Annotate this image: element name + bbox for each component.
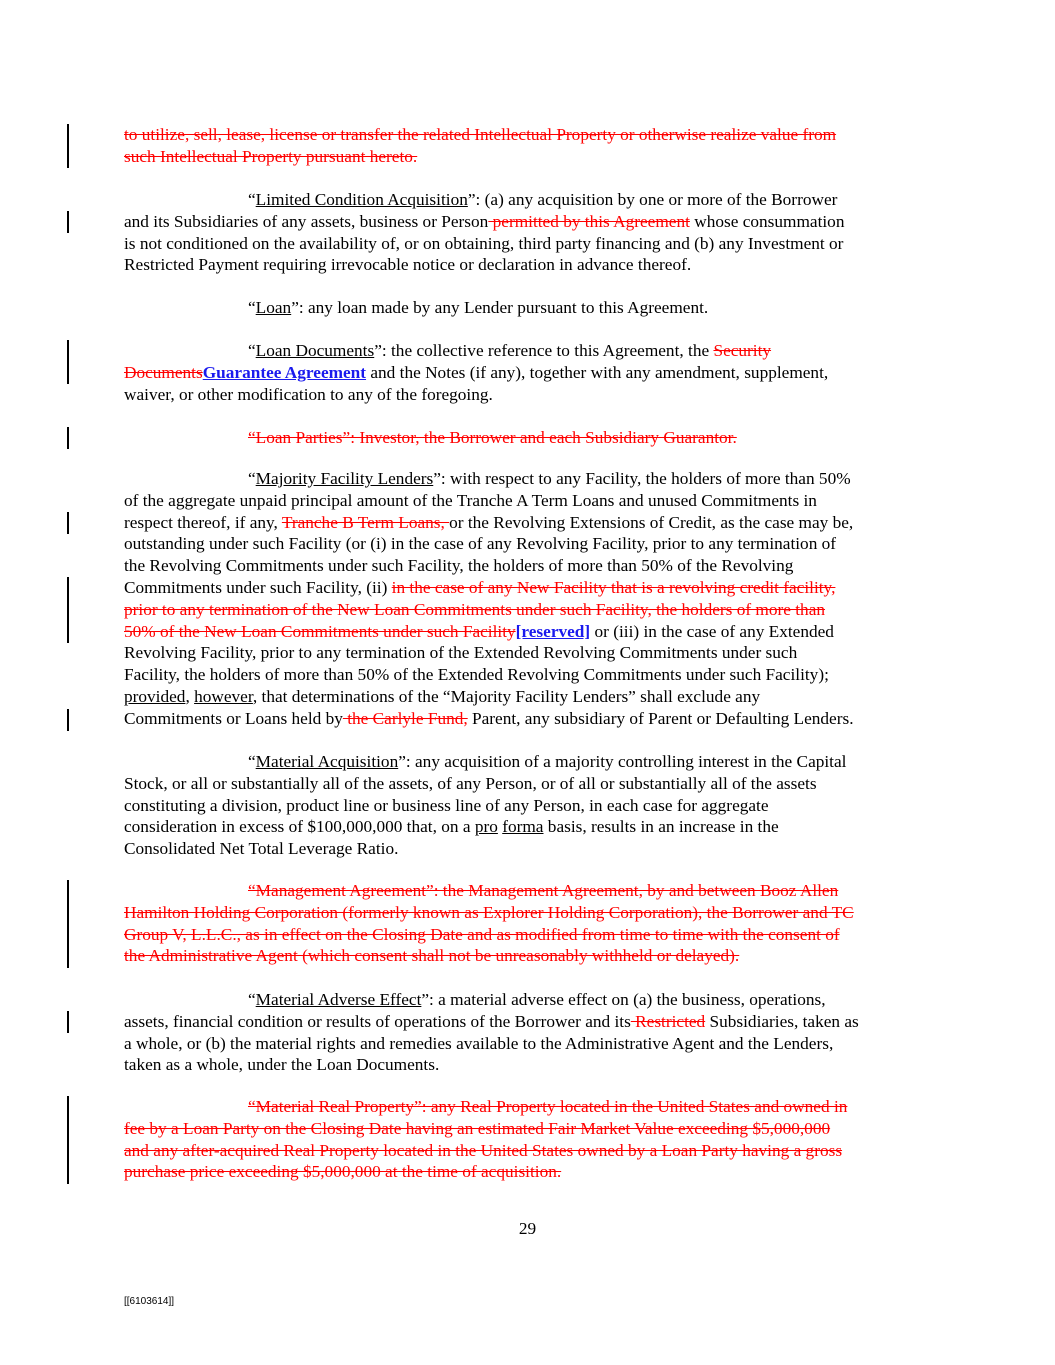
deleted-text: in the case of any New Facility that is a revolving credit facility, [391,577,836,597]
quote-mark: “ [248,752,256,771]
definition-text: and its Subsidiaries of any assets, business or Person [124,211,489,231]
definition-text: assets, financial condition or results of operations of the Borrower and its [124,1011,631,1031]
revision-bar [67,427,69,449]
emphasis-term: however [194,686,253,706]
deleted-text: fee by a Loan Party on the Closing Date having an estimated Fair Market Value exceeding $5,000,000 [124,1118,831,1138]
revision-bar [67,1011,69,1033]
definition-text: constituting a division, product line or business line of any Person, in each case for aggregate [124,795,769,815]
definition-text: Commitments under such Facility, (ii) [124,577,392,597]
definition-text: Facility, the holders of more than 50% of the Extended Revolving Commitments under such Facility); [124,665,829,685]
deleted-text: to utilize, sell, lease, license or transfer the related Intellectual Property or otherwise realize value from [124,125,837,144]
definition-text: waiver, or other modification to any of the foregoing. [124,384,493,404]
deleted-text: permitted by this Agreement [488,211,690,231]
definition-text: Revolving Facility, prior to any termination of the Extended Revolving Commitments under such [124,643,798,663]
deleted-text: Tranche B Term Loans, [281,512,450,532]
definition-text: basis, results in an increase in the [543,817,779,837]
definition-text: and the Notes (if any), together with any amendment, supplement, [366,362,829,382]
definition-text: the Revolving Commitments under such Facility, the holders of more than 50% of the Revolving [124,556,794,576]
defined-term: Limited Condition Acquisition [255,190,468,209]
deleted-text: Restricted [630,1011,706,1031]
definition-management-agreement-deleted [124,880,936,967]
definition-text: outstanding under such Facility (or (i) in the case of any Revolving Facility, prior to any termination of [124,534,837,554]
quote-mark: “ [248,990,256,1009]
emphasis-term: pro [474,817,498,837]
quote-mark: “ [248,469,256,488]
definition-material-acquisition [124,751,936,860]
deleted-text: Hamilton Holding Corporation (formerly known as Explorer Holding Corporation), the Borrower and TC [124,902,854,922]
definition-text: ”: with respect to any Facility, the holders of more than 50% [433,469,851,488]
definition-text: Subsidiaries, taken as [705,1011,859,1031]
revision-bar [67,1096,69,1184]
defined-term: Loan [255,298,292,317]
deleted-text: Group V, L.L.C., as in effect on the Closing Date and as modified from time to time with the consent of [124,924,840,944]
deleted-text: “Loan Parties”: Investor, the Borrower and each Subsidiary Guarantor. [248,428,737,447]
quote-mark: “ [248,341,256,360]
deleted-text: “Management Agreement”: the Management Agreement, by and between Booz Allen [248,881,839,900]
defined-term: Material Adverse Effect [255,990,422,1009]
revision-bar [67,340,69,384]
deleted-text: the Carlyle Fund, [342,708,468,728]
definition-text: Restricted Payment requiring irrevocable notice or declaration in advance thereof. [124,255,692,275]
inserted-text: [reserved] [515,621,591,641]
deleted-text: and any after-acquired Real Property located in the United States owned by a Loan Party having a gross [124,1140,843,1160]
deleted-paragraph-continuation [124,124,936,168]
deleted-text: prior to any termination of the New Loan Commitments under such Facility, the holders of more than [124,599,826,619]
emphasis-term: forma [502,817,544,837]
definition-text: respect thereof, if any, [124,512,282,532]
definition-material-adverse-effect [124,989,936,1076]
definition-text: , that determinations of the “Majority Facility Lenders” shall exclude any [252,686,761,706]
deleted-text: Security [713,341,772,360]
definition-limited-condition-acquisition [124,189,936,276]
revision-bar [67,709,69,731]
definition-text: Commitments or Loans held by [124,708,343,728]
definition-text: Consolidated Net Total Leverage Ratio. [124,839,399,859]
deleted-text: the Administrative Agent (which consent shall not be unreasonably withheld or delayed). [124,946,740,966]
definition-text: , [185,686,195,706]
definition-text: Parent, any subsidiary of Parent or Defaulting Lenders. [467,708,854,728]
definition-loan [124,297,936,319]
deleted-text: 50% of the New Loan Commitments under such Facility [124,621,516,641]
definition-loan-documents [124,340,936,405]
definition-text: or (iii) in the case of any Extended [590,621,834,641]
definition-majority-facility-lenders [124,468,936,730]
definition-text: or the Revolving Extensions of Credit, as the case may be, [449,512,854,532]
definition-text: ”: (a) any acquisition by one or more of the Borrower [467,190,838,209]
definition-text: a whole, or (b) the material rights and remedies available to the Administrative Agent and the Lenders, [124,1033,834,1053]
revision-bar [67,577,69,643]
defined-term: Material Acquisition [255,752,399,771]
definition-text: ”: the collective reference to this Agreement, the [374,341,714,360]
definition-text: of the aggregate unpaid principal amount of the Tranche A Term Loans and unused Commitments in [124,490,817,510]
definition-text: ”: a material adverse effect on (a) the business, operations, [421,990,826,1009]
revision-bar [67,124,69,168]
deleted-text: purchase price exceeding $5,000,000 at the time of acquisition. [124,1162,562,1182]
definition-text: whose consummation [689,211,845,231]
deleted-text: such Intellectual Property pursuant hereto. [124,146,418,166]
definition-text: taken as a whole, under the Loan Documents. [124,1055,440,1075]
definition-loan-parties-deleted [124,427,936,449]
defined-term: Majority Facility Lenders [255,469,434,488]
quote-mark: “ [248,298,256,317]
definition-text: ”: any acquisition of a majority controlling interest in the Capital [398,752,847,771]
inserted-text: Guarantee Agreement [202,362,367,382]
revision-bar [67,512,69,534]
revision-bar [67,211,69,233]
document-id: [[6103614]] [124,1296,175,1307]
defined-term: Loan Documents [255,341,375,360]
page-number: 29 [518,1219,537,1238]
emphasis-term: provided [124,686,186,706]
revision-bar [67,880,69,968]
deleted-text: “Material Real Property”: any Real Property located in the United States and owned in [248,1097,848,1116]
definition-text: is not conditioned on the availability of, or on obtaining, third party financing and (b) any Investment or [124,233,844,253]
deleted-text: Documents [124,362,203,382]
definition-text: ”: any loan made by any Lender pursuant to this Agreement. [291,298,709,317]
definition-text: consideration in excess of $100,000,000 that, on a [124,817,475,837]
definition-text: Stock, or all or substantially all of the assets, of any Person, or of all or substantially all of the assets [124,773,817,793]
definition-material-real-property-deleted [124,1096,936,1183]
quote-mark: “ [248,190,256,209]
